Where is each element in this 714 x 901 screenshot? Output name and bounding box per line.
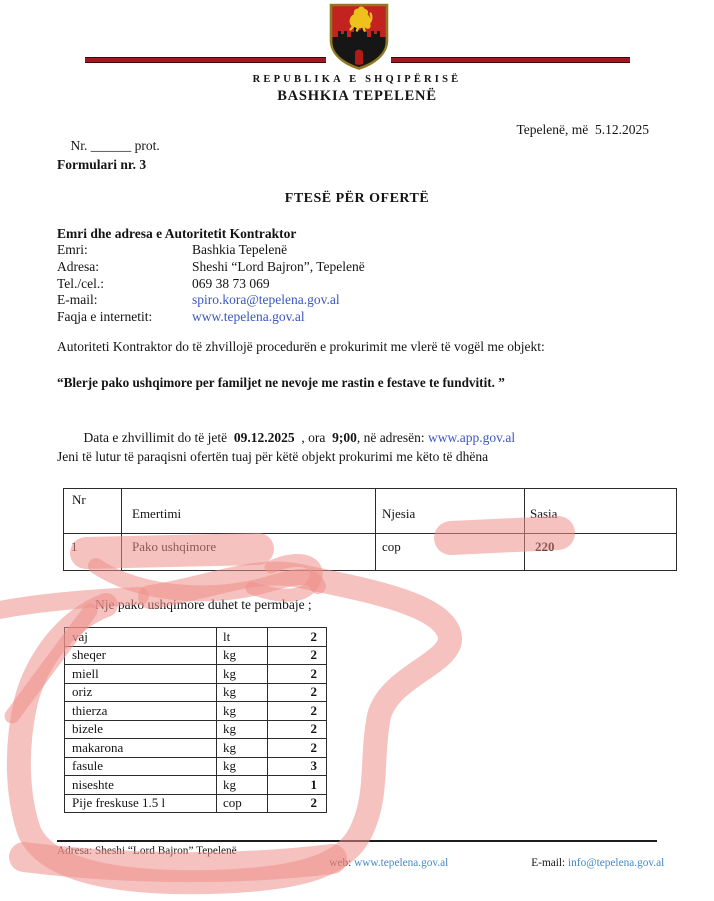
package-row xyxy=(65,628,327,647)
item-unit: kg xyxy=(217,739,268,758)
footer-web-link[interactable]: www.tepelena.gov.al xyxy=(354,857,449,869)
email-link[interactable]: spiro.kora@tepelena.gov.al xyxy=(192,292,340,308)
row-label: Faqja e internetit: xyxy=(57,309,153,325)
package-row xyxy=(65,720,327,739)
row-value: Bashkia Tepelenë xyxy=(192,242,288,257)
document-title: FTESË PËR OFERTË xyxy=(284,191,430,206)
object-quote: “Blerje pako ushqimore per familjet ne nevoje me rastin e festave te fundvitit. ” xyxy=(57,375,505,390)
item-name: Pije freskuse 1.5 l xyxy=(65,794,217,813)
package-row xyxy=(65,776,327,795)
item-unit: kg xyxy=(217,776,268,795)
footer-email-link[interactable]: info@tepelena.gov.al xyxy=(568,857,665,869)
republic-title: REPUBLIKA E SHQIPËRISË xyxy=(252,74,462,85)
items-table xyxy=(63,488,677,571)
header-rule-left xyxy=(85,57,326,63)
col-header-nr: Nr xyxy=(64,489,122,534)
contractor-details xyxy=(57,242,537,326)
row-label: Tel./cel.: xyxy=(57,275,105,291)
contractor-row-email xyxy=(57,292,537,309)
protocol-prefix: Nr. xyxy=(70,138,91,153)
coat-of-arms xyxy=(328,3,390,71)
item-qty: 2 xyxy=(268,794,327,813)
item-name: miell xyxy=(65,665,217,684)
footer-email xyxy=(520,845,664,881)
item-unit: kg xyxy=(217,702,268,721)
item-qty: 2 xyxy=(268,739,327,758)
package-row xyxy=(65,665,327,684)
row-value: Sheshi “Lord Bajron”, Tepelenë xyxy=(192,258,365,274)
item-name: niseshte xyxy=(65,776,217,795)
cell-sasia: 220 xyxy=(525,534,677,571)
col-header-njesia: Njesia xyxy=(376,489,525,534)
item-name: bizele xyxy=(65,720,217,739)
contractor-heading: Emri dhe adresa e Autoritetit Kontraktor xyxy=(57,226,297,241)
footer-rule xyxy=(57,840,657,842)
header-rule-right xyxy=(391,57,630,63)
item-qty: 2 xyxy=(268,702,327,721)
schedule-prefix: Data e zhvillimit do të jetë xyxy=(83,430,234,445)
package-row xyxy=(65,702,327,721)
website-link[interactable]: www.tepelena.gov.al xyxy=(192,309,305,325)
footer-web xyxy=(318,845,448,881)
package-row xyxy=(65,739,327,758)
item-unit: cop xyxy=(217,794,268,813)
row-value: 069 38 73 069 xyxy=(192,275,270,291)
col-header-emertimi: Emertimi xyxy=(122,489,376,534)
contractor-row-name xyxy=(57,242,537,259)
contractor-row-address xyxy=(57,259,537,276)
footer-web-label: web: xyxy=(329,857,355,869)
package-row xyxy=(65,794,327,813)
package-row xyxy=(65,757,327,776)
form-label: Formulari nr. 3 xyxy=(57,157,147,172)
item-unit: kg xyxy=(217,665,268,684)
schedule-mid: , ora xyxy=(294,430,333,445)
item-qty: 3 xyxy=(268,757,327,776)
package-row xyxy=(65,683,327,702)
items-table-row xyxy=(64,534,677,571)
item-unit: kg xyxy=(217,683,268,702)
item-unit: kg xyxy=(217,757,268,776)
highlight-footer-band xyxy=(24,857,332,867)
protocol-suffix: prot. xyxy=(131,138,160,153)
item-name: vaj xyxy=(65,628,217,647)
item-name: sheqer xyxy=(65,646,217,665)
footer-address: Adresa: Sheshi “Lord Bajron” Tepelenë xyxy=(57,845,237,857)
row-label: Emri: xyxy=(57,242,88,257)
col-header-sasia: Sasia xyxy=(525,489,677,534)
package-table xyxy=(64,627,327,813)
item-name: oriz xyxy=(65,683,217,702)
item-unit: kg xyxy=(217,720,268,739)
item-qty: 2 xyxy=(268,720,327,739)
contractor-row-website xyxy=(57,309,537,326)
item-name: thierza xyxy=(65,702,217,721)
item-qty: 2 xyxy=(268,646,327,665)
cell-emertimi: Pako ushqimore xyxy=(122,534,376,571)
schedule-suffix: , në adresën: xyxy=(356,430,429,445)
items-table-header-row xyxy=(64,489,677,534)
schedule-time: 9;00 xyxy=(332,430,357,445)
item-name: makarona xyxy=(65,739,217,758)
item-qty: 1 xyxy=(268,776,327,795)
footer-email-label: E-mail: xyxy=(531,857,569,869)
row-label: E-mail: xyxy=(57,292,98,308)
package-row xyxy=(65,646,327,665)
item-name: fasule xyxy=(65,757,217,776)
row-label: Adresa: xyxy=(57,258,99,274)
package-note: Nje pako ushqimore duhet te permbaje ; xyxy=(95,597,312,612)
procurement-portal-link[interactable]: www.app.gov.al xyxy=(428,430,516,445)
contractor-row-phone xyxy=(57,276,537,293)
cell-nr: 1 xyxy=(64,534,122,571)
item-qty: 2 xyxy=(268,665,327,684)
cell-njesia: cop xyxy=(376,534,525,571)
castle-door xyxy=(355,50,363,65)
intro-paragraph: Autoriteti Kontraktor do të zhvillojë procedurën e prokurimit me vlerë të vogël me objekt: xyxy=(57,339,545,354)
schedule-date: 09.12.2025 xyxy=(233,430,295,445)
item-qty: 2 xyxy=(268,683,327,702)
item-unit: lt xyxy=(217,628,268,647)
place-date: Tepelenë, më 5.12.2025 xyxy=(516,122,649,137)
item-unit: kg xyxy=(217,646,268,665)
municipality-title: BASHKIA TEPELENË xyxy=(277,88,437,104)
item-qty: 2 xyxy=(268,628,327,647)
protocol-blank: ______ xyxy=(90,138,132,153)
request-line: Jeni të lutur të paraqisni ofertën tuaj për këtë objekt prokurimi me këto të dhëna xyxy=(57,449,489,464)
